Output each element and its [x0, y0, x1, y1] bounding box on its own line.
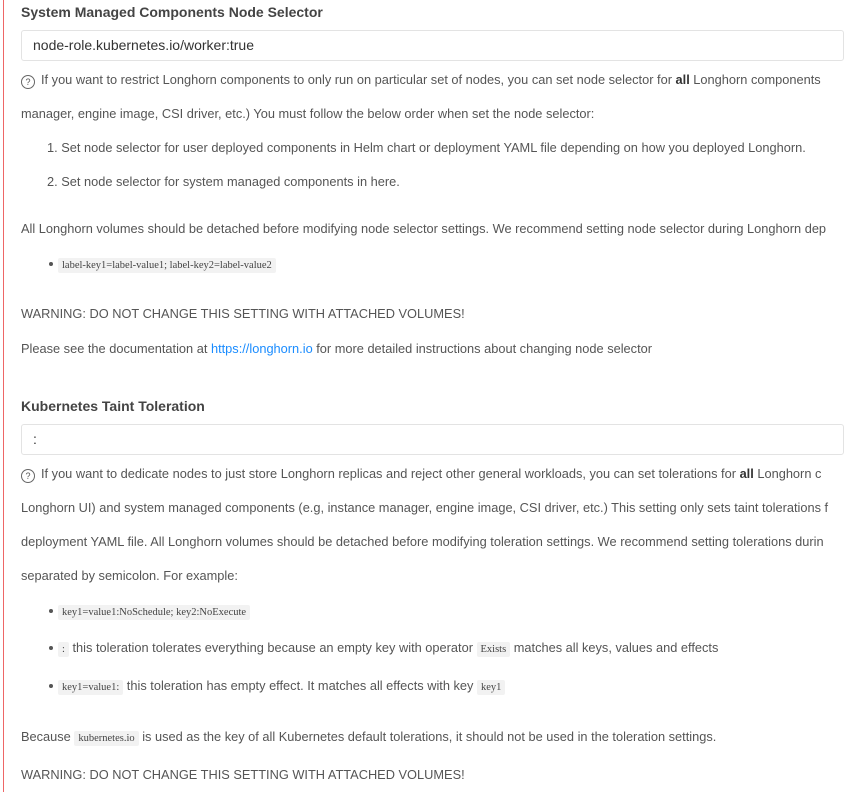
node-selector-help-2: manager, engine image, CSI driver, etc.) You must follow the below order when set the node selector:	[21, 106, 595, 121]
bullet	[49, 646, 53, 650]
taint-help: ? If you want to dedicate nodes to just store Longhorn replicas and reject other general workloads, you can set tolerations for all Longhorn c	[21, 457, 844, 491]
red-left-border	[3, 0, 4, 792]
node-selector-title: System Managed Components Node Selector	[21, 4, 323, 20]
taint-help-2: Longhorn UI) and system managed components (e.g, instance manager, engine image, CSI driver, etc.) This setting only sets taint tolerations f	[21, 500, 829, 515]
node-selector-help: ? If you want to restrict Longhorn components to only run on particular set of nodes, you can set node selector for all Longhorn components	[21, 63, 844, 97]
step-1: 1. Set node selector for user deployed components in Helm chart or deployment YAML file depending on how you deployed Longhorn.	[47, 140, 806, 155]
step-2: 2. Set node selector for system managed components in here.	[47, 174, 400, 189]
taint-example-2: : this toleration tolerates everything because an empty key with operator Exists matches all keys, values and effects	[58, 631, 844, 667]
taint-title: Kubernetes Taint Toleration	[21, 398, 205, 414]
because-line: Because kubernetes.io is used as the key of all Kubernetes default tolerations, it should not be used in the toleration settings.	[21, 729, 717, 744]
help-icon: ?	[21, 75, 35, 89]
taint-warning: WARNING: DO NOT CHANGE THIS SETTING WITH ATTACHED VOLUMES!	[21, 767, 465, 782]
node-selector-warning: WARNING: DO NOT CHANGE THIS SETTING WITH ATTACHED VOLUMES!	[21, 306, 465, 321]
example-item: label-key1=label-value1; label-key2=label-value2	[58, 247, 844, 283]
longhorn-link[interactable]: https://longhorn.io	[210, 341, 313, 356]
help-icon: ?	[21, 469, 35, 483]
taint-example-1: key1=value1:NoSchedule; key2:NoExecute	[58, 594, 844, 630]
taint-input[interactable]: :	[21, 424, 844, 455]
node-selector-input[interactable]: node-role.kubernetes.io/worker:true	[21, 30, 844, 61]
node-selector-para: All Longhorn volumes should be detached before modifying node selector settings. We recommend setting node selector during Longhorn dep	[21, 221, 827, 236]
settings-content	[21, 0, 844, 792]
bullet	[49, 609, 53, 613]
bullet	[49, 262, 53, 266]
bullet	[49, 684, 53, 688]
taint-help-4: separated by semicolon. For example:	[21, 568, 238, 583]
taint-example-3: key1=value1: this toleration has empty effect. It matches all effects with key key1	[58, 669, 844, 705]
taint-help-3: deployment YAML file. All Longhorn volumes should be detached before modifying toleration settings. We recommend setting tolerations durin	[21, 534, 824, 549]
doc-line: Please see the documentation at https://longhorn.io for more detailed instructions about changing node selector	[21, 341, 653, 356]
